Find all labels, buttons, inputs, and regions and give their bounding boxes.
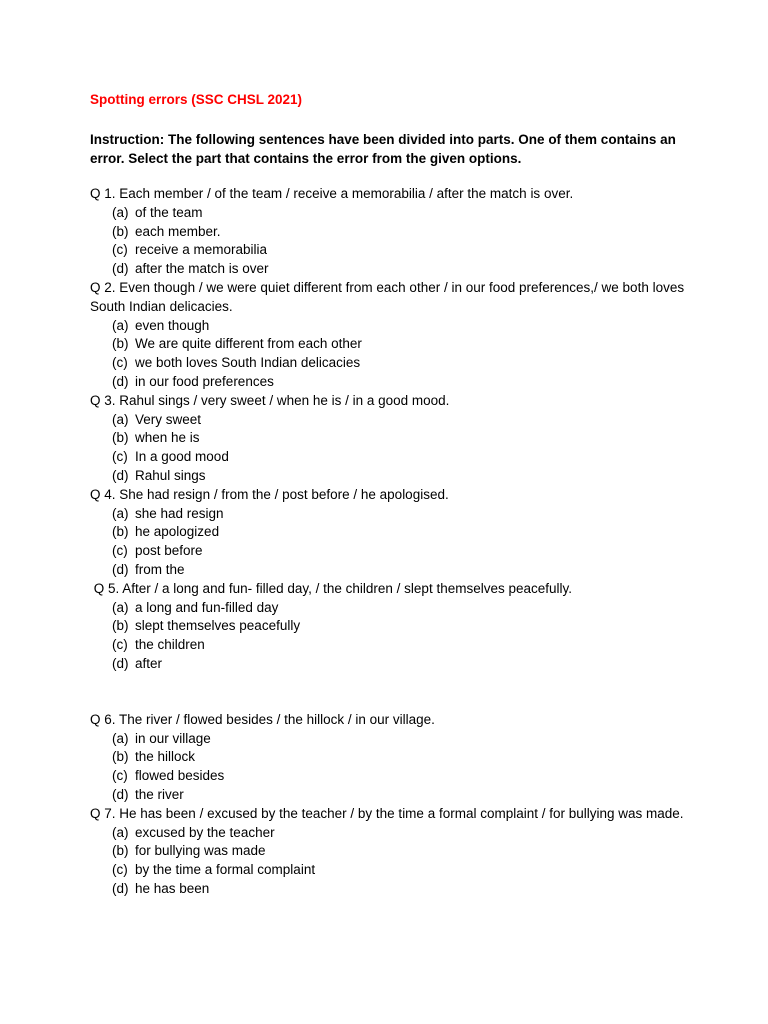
instruction-text: Instruction: The following sentences have been divided into parts. One of them contains an error. Select the part that contains the error from the given options. [90,132,676,166]
option-key: (a) [112,599,129,615]
option-text: We are quite different from each other [135,336,362,352]
option-text: Very sweet [135,411,202,427]
option-item [90,655,690,674]
option-text: she had resign [135,505,224,521]
option-text: in our food preferences [135,373,274,389]
option-key: (b) [112,430,129,446]
question-text: Q 6. The river / flowed besides / the hillock / in our village. [90,711,435,727]
option-key: (c) [112,862,128,878]
option-item [90,467,690,486]
option-key: (d) [112,655,129,671]
option-key: (b) [112,749,129,765]
option-key: (a) [112,505,129,521]
option-text: In a good mood [135,449,229,465]
option-item [90,730,690,749]
question-text: Q 1. Each member / of the team / receive a memorabilia / after the match is over. [90,186,574,201]
option-item [90,260,690,279]
option-key: (c) [112,355,128,371]
option-item [90,599,690,618]
option-text: he has been [135,880,210,896]
option-item [90,411,690,430]
option-item [90,241,690,260]
option-item [90,354,690,373]
option-key: (d) [112,786,129,802]
option-item [90,617,690,636]
option-text: he apologized [135,524,220,540]
option-key: (a) [112,204,129,220]
question-text: Q 7. He has been / excused by the teacher / by the time a formal complaint / for bullying was made. [90,805,684,821]
question-block [90,486,690,580]
option-text: when he is [135,430,200,446]
question-block [90,805,690,899]
option-text: each member. [135,223,221,239]
option-text: the river [135,786,184,802]
option-list [90,411,690,486]
option-key: (b) [112,843,129,859]
question-list [90,185,690,899]
option-list [90,204,690,279]
option-item [90,748,690,767]
option-text: a long and fun-filled day [135,599,279,615]
option-item [90,335,690,354]
option-text: we both loves South Indian delicacies [135,355,361,371]
page-title: Spotting errors (SSC CHSL 2021) [90,92,303,107]
option-item [90,317,690,336]
option-item [90,429,690,448]
option-list [90,730,690,805]
option-key: (a) [112,317,129,333]
question-text: Q 3. Rahul sings / very sweet / when he is / in a good mood. [90,392,450,408]
question-block [90,185,690,279]
option-key: (a) [112,411,129,427]
option-item [90,204,690,223]
option-key: (a) [112,730,129,746]
option-text: receive a memorabilia [135,242,268,258]
option-text: after [135,655,163,671]
option-text: slept themselves peacefully [135,618,301,634]
option-text: in our village [135,730,211,746]
option-item [90,880,690,899]
option-key: (b) [112,336,129,352]
option-text: even though [135,317,210,333]
option-key: (c) [112,768,128,784]
option-text: of the team [135,204,203,220]
option-text: excused by the teacher [135,824,275,840]
question-block [90,392,690,486]
option-item [90,786,690,805]
option-key: (d) [112,373,129,389]
question-text: Q 4. She had resign / from the / post before / he apologised. [90,486,449,502]
option-key: (a) [112,824,129,840]
option-text: post before [135,543,203,559]
option-key: (c) [112,637,128,653]
option-item [90,542,690,561]
option-item [90,861,690,880]
option-key: (d) [112,261,129,277]
option-key: (d) [112,467,129,483]
question-text: Q 2. Even though / we were quiet different from each other / in our food preferences,/ we both loves South Indian delicacies. [90,279,685,314]
option-item [90,824,690,843]
option-item [90,373,690,392]
option-item [90,767,690,786]
option-list [90,505,690,580]
option-text: for bullying was made [135,843,266,859]
option-item [90,636,690,655]
option-text: the hillock [135,749,196,765]
option-key: (b) [112,524,129,540]
option-item [90,223,690,242]
option-key: (d) [112,880,129,896]
option-list [90,824,690,899]
option-list [90,599,690,674]
option-text: by the time a formal complaint [135,862,316,878]
option-text: the children [135,637,205,653]
option-key: (b) [112,618,129,634]
option-item [90,448,690,467]
option-item [90,561,690,580]
option-key: (d) [112,561,129,577]
spacer [90,674,690,711]
question-block [90,279,690,392]
option-item [90,505,690,524]
option-key: (c) [112,449,128,465]
option-item [90,842,690,861]
option-key: (c) [112,543,128,559]
option-text: Rahul sings [135,467,206,483]
question-block [90,711,690,805]
option-item [90,523,690,542]
option-key: (c) [112,242,128,258]
option-text: after the match is over [135,261,269,277]
question-text: Q 5. After / a long and fun- filled day, / the children / slept themselves peacefully. [90,580,573,596]
option-text: from the [135,561,185,577]
option-list [90,317,690,392]
option-text: flowed besides [135,768,225,784]
question-block [90,580,690,674]
option-key: (b) [112,223,129,239]
